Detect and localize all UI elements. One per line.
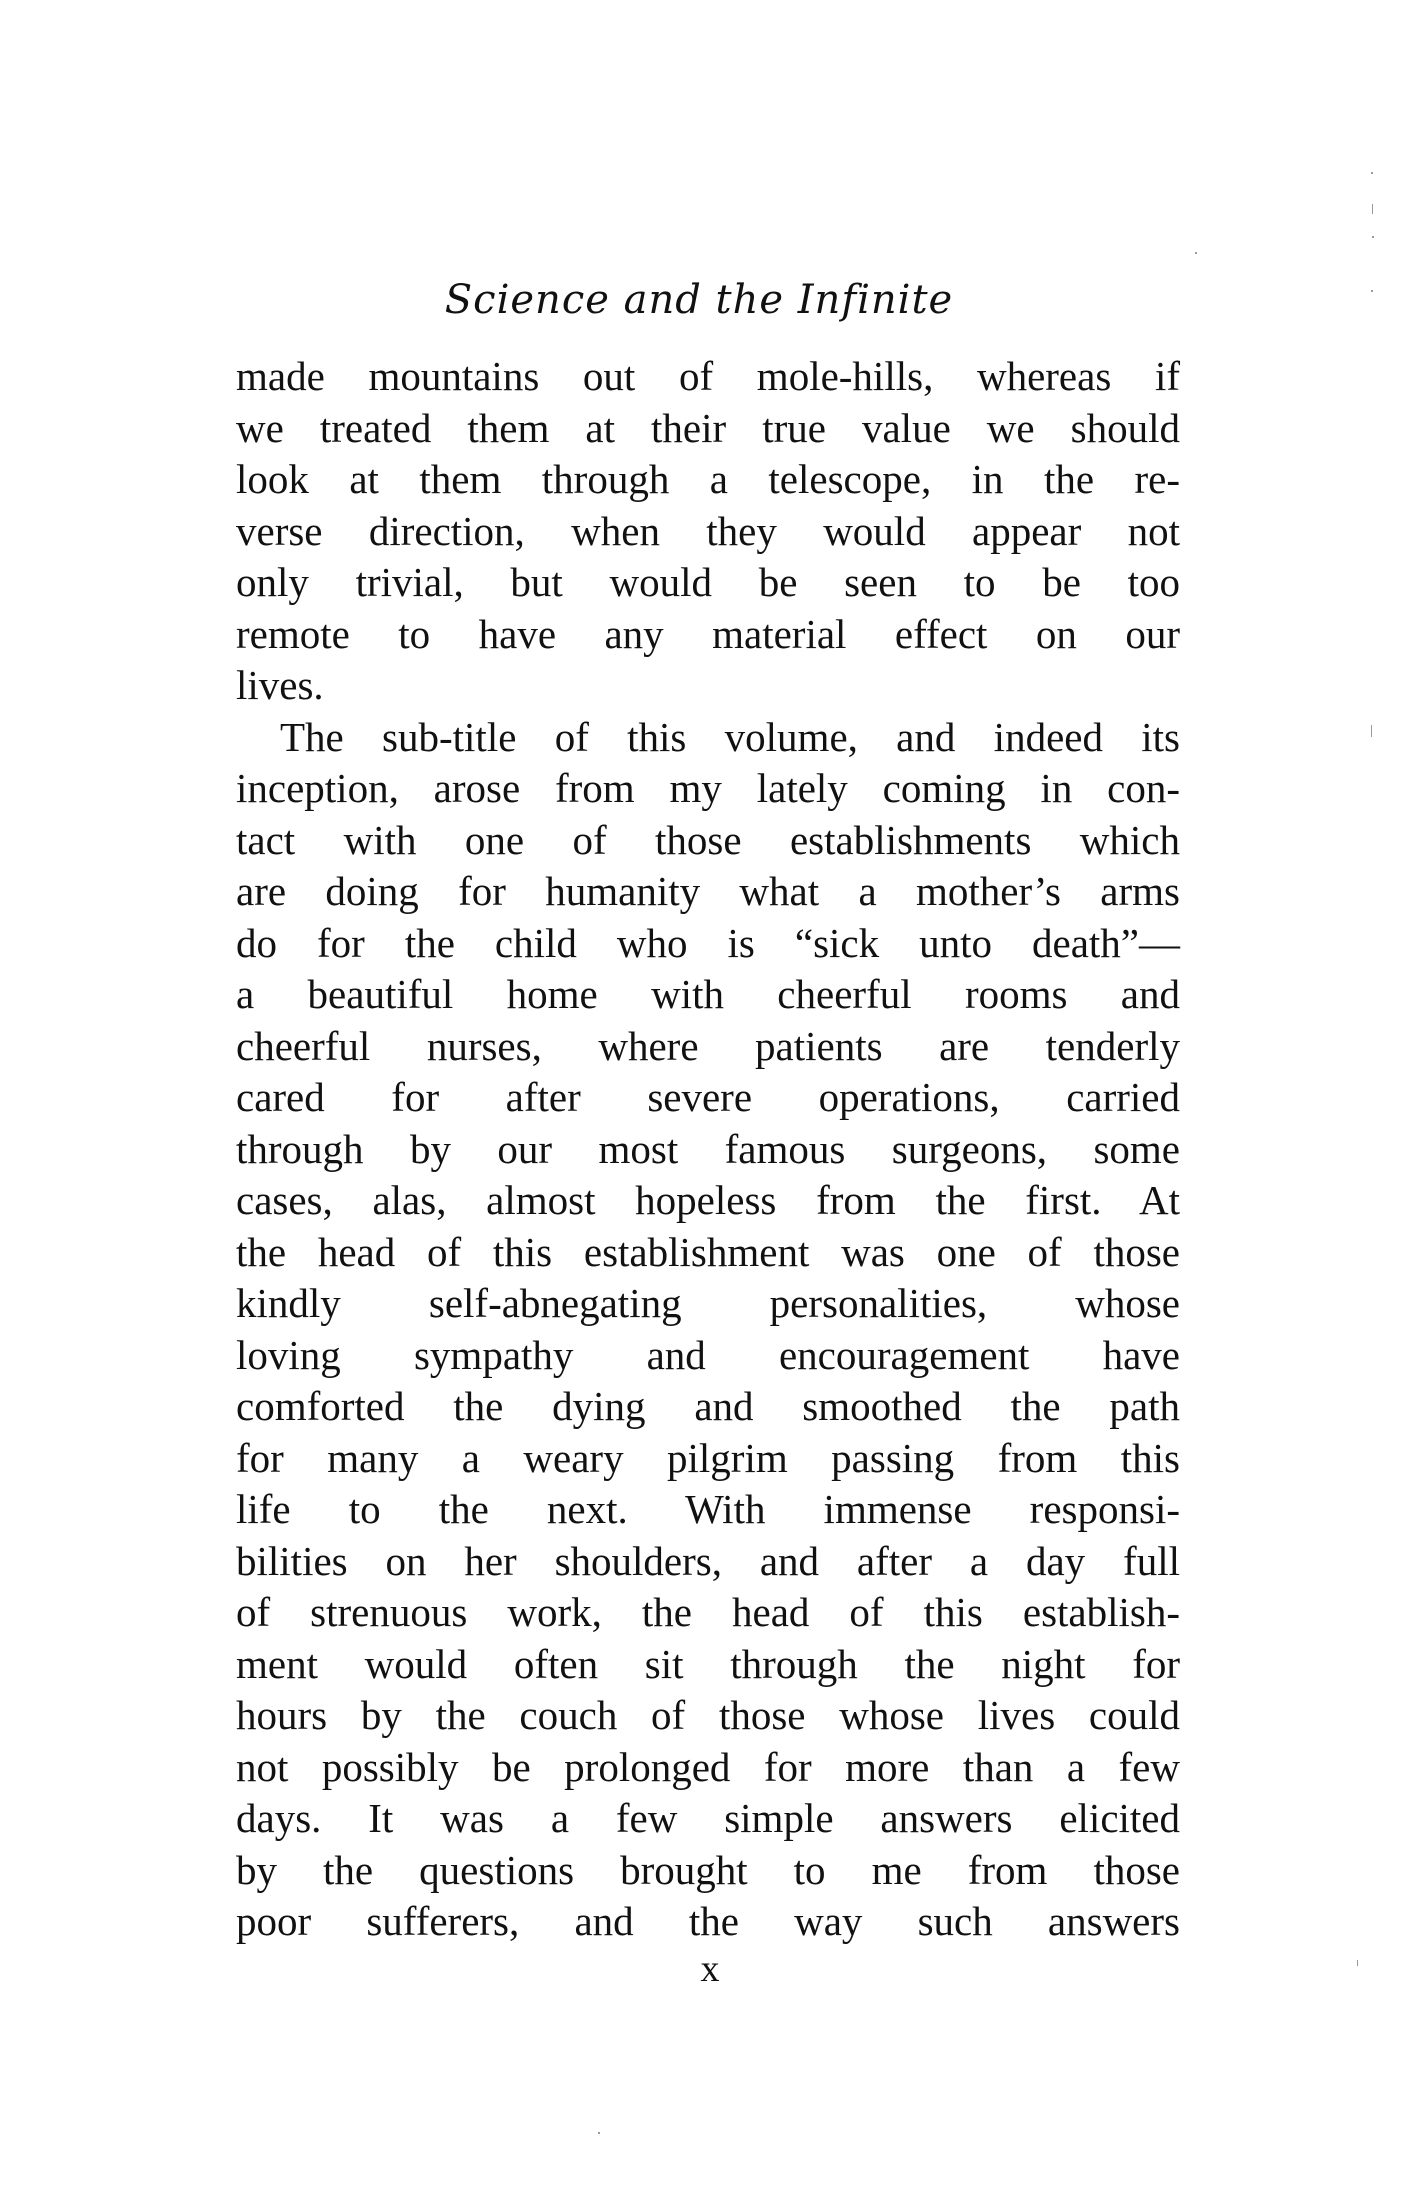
text-line: lives. <box>236 662 324 708</box>
text-line: by the questions brought to me from those <box>236 1846 1180 1893</box>
text-line: poor sufferers, and the way such answers <box>236 1898 1180 1944</box>
text-line: of strenuous work, the head of this establish- <box>236 1589 1180 1635</box>
scan-speck <box>1372 204 1373 214</box>
scan-speck <box>598 2132 600 2134</box>
text-line: do for the child who is “sick unto death”— <box>236 919 1180 966</box>
text-line: life to the next. With immense responsi- <box>236 1486 1180 1532</box>
body-text <box>236 351 1180 1948</box>
text-line: bilities on her shoulders, and after a day full <box>236 1537 1180 1584</box>
text-line: through by our most famous surgeons, some <box>236 1125 1180 1172</box>
text-line: made mountains out of mole-hills, whereas if <box>236 353 1180 399</box>
text-line: loving sympathy and encouragement have <box>236 1331 1180 1378</box>
scan-speck <box>1357 1960 1358 1966</box>
scan-speck <box>1371 725 1372 737</box>
text-line: days. It was a few simple answers elicited <box>236 1795 1180 1841</box>
scan-speck <box>1195 252 1197 254</box>
text-line: cared for after severe operations, carried <box>236 1074 1180 1120</box>
text-line: the head of this establishment was one of those <box>236 1228 1180 1275</box>
scan-speck <box>1372 236 1374 238</box>
text-line: ment would often sit through the night for <box>236 1640 1180 1687</box>
text-line: The sub-title of this volume, and indeed its <box>280 713 1180 760</box>
text-line: cheerful nurses, where patients are tenderly <box>236 1022 1180 1069</box>
text-line: look at them through a telescope, in the re- <box>236 456 1180 502</box>
text-line: only trivial, but would be seen to be too <box>236 559 1180 605</box>
text-line: kindly self-abnegating personalities, whose <box>236 1280 1180 1326</box>
page-number: x <box>700 1948 720 1990</box>
text-line: verse direction, when they would appear not <box>236 507 1180 554</box>
text-line: a beautiful home with cheerful rooms and <box>236 971 1180 1017</box>
text-line: for many a weary pilgrim passing from this <box>236 1434 1180 1481</box>
text-line: remote to have any material effect on our <box>236 610 1180 657</box>
text-line: we treated them at their true value we should <box>236 404 1180 451</box>
text-line: tact with one of those establishments which <box>236 816 1180 863</box>
text-line: comforted the dying and smoothed the path <box>236 1383 1180 1429</box>
text-line: hours by the couch of those whose lives could <box>236 1692 1180 1738</box>
scan-speck <box>1371 172 1373 174</box>
text-line: not possibly be prolonged for more than a few <box>236 1743 1180 1790</box>
text-line: are doing for humanity what a mother’s arms <box>236 868 1180 914</box>
scan-speck <box>1371 290 1373 292</box>
text-line: inception, arose from my lately coming in con- <box>236 765 1180 811</box>
running-head: Science and the Infinite <box>444 277 954 323</box>
text-line: cases, alas, almost hopeless from the first. At <box>236 1177 1180 1223</box>
